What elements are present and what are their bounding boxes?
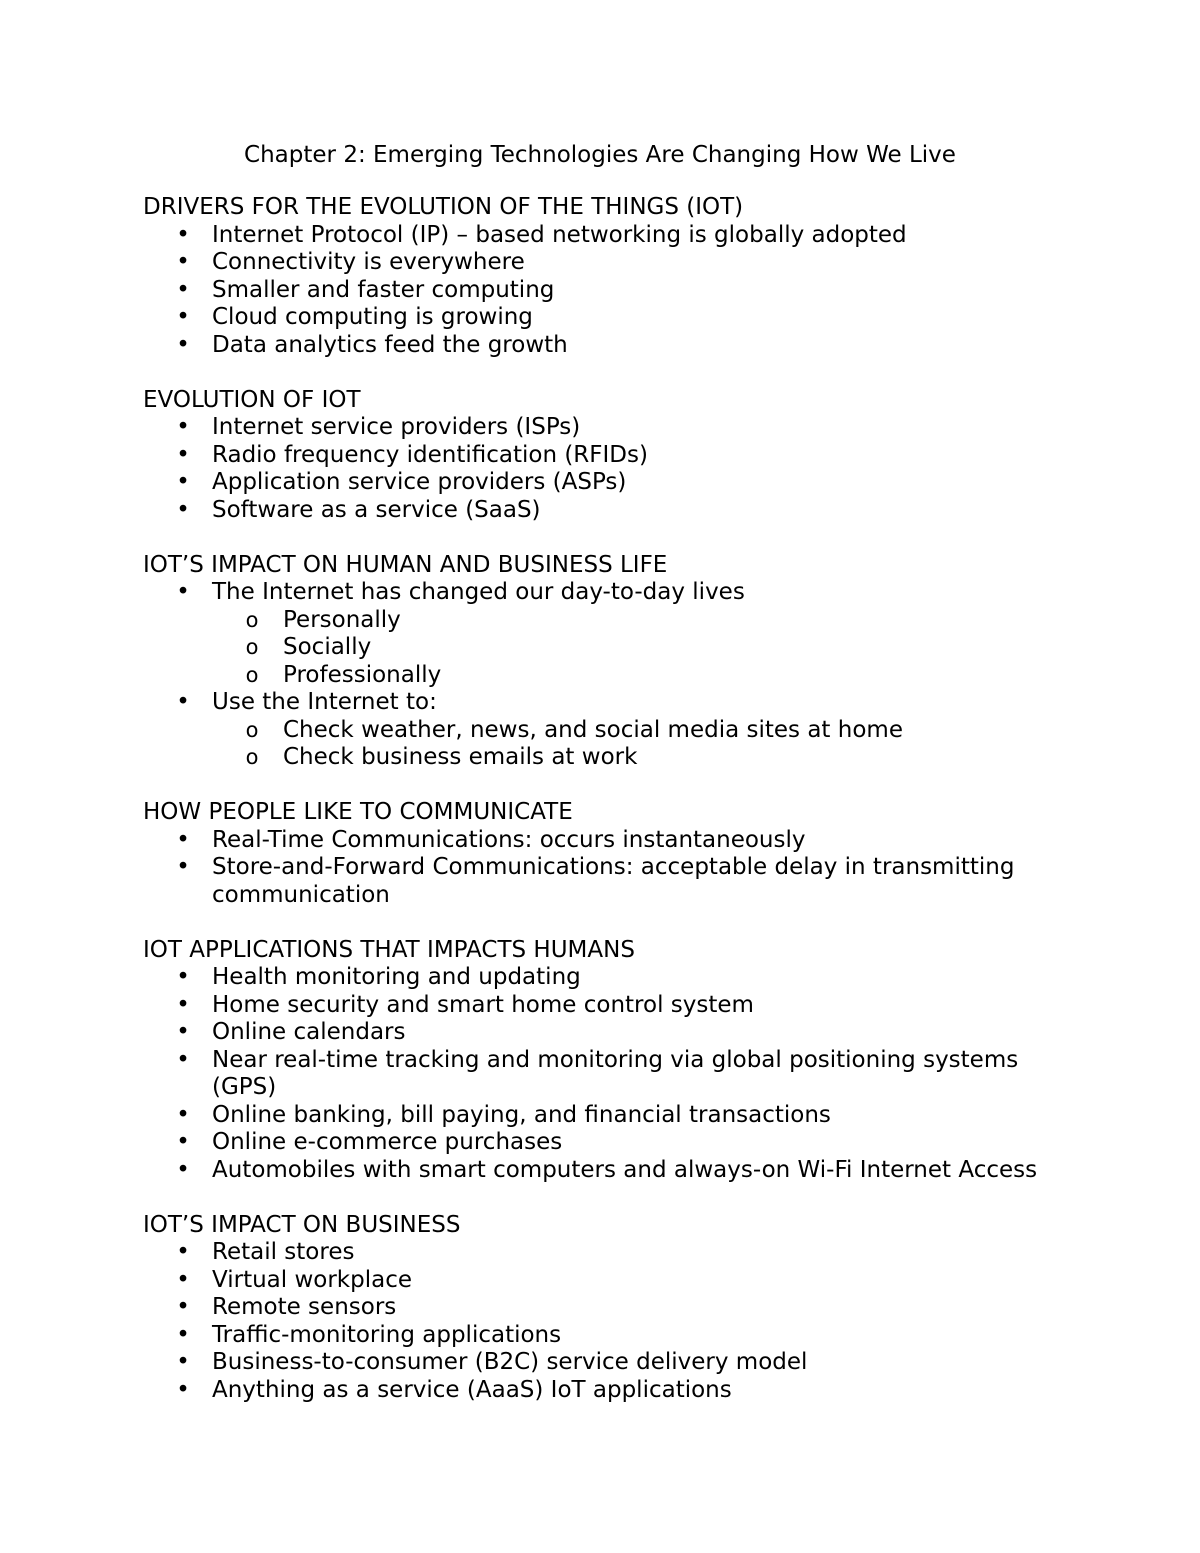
list-item-text: Software as a service (SaaS) (212, 496, 541, 523)
list-item-text: Near real-time tracking and monitoring via global positioning systems (GPS) (212, 1046, 1019, 1100)
list-item (143, 964, 1073, 992)
sub-list-item (212, 744, 1073, 772)
list-item (143, 277, 1073, 305)
list-item (143, 1377, 1073, 1405)
bullet-icon: • (176, 579, 190, 605)
list-item-text: Traffic-monitoring applications (212, 1321, 562, 1348)
bullet-icon: • (176, 276, 190, 303)
list-item (143, 1294, 1073, 1322)
list-item-text: Online calendars (212, 1019, 406, 1045)
list-item-text: Connectivity is everywhere (212, 249, 525, 275)
list-item (143, 1322, 1073, 1350)
bullet-list (143, 222, 1073, 360)
bullet-list (143, 964, 1073, 1184)
bullet-icon: • (176, 1156, 190, 1183)
sub-bullet-list (212, 607, 1073, 690)
list-item-text: Cloud computing is growing (212, 304, 533, 330)
list-item-text: Remote sensors (212, 1294, 397, 1320)
sub-list-item-text: Personally (283, 606, 401, 633)
list-item (143, 1047, 1073, 1102)
sub-list-item (212, 607, 1073, 635)
bullet-icon: • (176, 1046, 190, 1073)
list-item-text: Use the Internet to: (212, 689, 437, 715)
circle-bullet-icon: o (245, 635, 259, 659)
list-item (143, 442, 1073, 470)
bullet-icon: • (176, 826, 190, 853)
list-item-text: Business-to-consumer (B2C) service delivery model (212, 1349, 808, 1375)
sub-list-item-text: Socially (283, 634, 372, 660)
list-item (143, 689, 1073, 772)
bullet-icon: • (176, 221, 190, 248)
sub-bullet-list (212, 717, 1073, 772)
circle-bullet-icon: o (245, 662, 259, 687)
list-item-text: Health monitoring and updating (212, 964, 581, 990)
list-item-text: Virtual workplace (212, 1266, 413, 1293)
bullet-icon: • (176, 1129, 190, 1155)
bullet-icon: • (176, 249, 190, 275)
bullet-icon: • (176, 441, 190, 468)
bullet-icon: • (176, 1321, 190, 1348)
list-item-text: Home security and smart home control system (212, 991, 754, 1018)
list-item-text: The Internet has changed our day-to-day lives (212, 579, 745, 605)
bullet-list (143, 414, 1073, 524)
bullet-icon: • (176, 1376, 190, 1403)
sub-list-item-text: Professionally (283, 661, 442, 688)
section (143, 552, 1073, 772)
circle-bullet-icon: o (245, 745, 259, 769)
list-item (143, 222, 1073, 250)
list-item (143, 854, 1073, 909)
section-heading: IOT APPLICATIONS THAT IMPACTS HUMANS (143, 936, 635, 963)
list-item-text: Internet Protocol (IP) – based networking is globally adopted (212, 221, 907, 248)
bullet-icon: • (176, 689, 190, 715)
bullet-icon: • (176, 1239, 190, 1265)
bullet-list (143, 827, 1073, 910)
bullet-icon: • (176, 1349, 190, 1375)
section (143, 799, 1073, 909)
sub-list-item (212, 662, 1073, 690)
sub-list-item-text: Check weather, news, and social media sites at home (283, 716, 903, 743)
bullet-list (143, 1239, 1073, 1404)
bullet-icon: • (176, 1101, 190, 1128)
sub-list-item-text: Check business emails at work (283, 744, 638, 770)
list-item (143, 497, 1073, 525)
bullet-icon: • (176, 991, 190, 1018)
sub-list-item (212, 634, 1073, 662)
document-body (143, 194, 1073, 1432)
list-item (143, 579, 1073, 689)
list-item-text: Internet service providers (ISPs) (212, 414, 581, 440)
list-item-text: Automobiles with smart computers and always-on Wi-Fi Internet Access (212, 1156, 1038, 1183)
list-item-text: Anything as a service (AaaS) IoT applications (212, 1376, 732, 1403)
list-item (143, 414, 1073, 442)
list-item-text: Data analytics feed the growth (212, 331, 568, 358)
list-item (143, 1239, 1073, 1267)
bullet-icon: • (176, 469, 190, 495)
list-item-text: Online banking, bill paying, and financial transactions (212, 1101, 831, 1128)
bullet-icon: • (176, 304, 190, 330)
bullet-list (143, 579, 1073, 772)
list-item (143, 827, 1073, 855)
list-item (143, 1129, 1073, 1157)
list-item-text: Retail stores (212, 1239, 355, 1265)
section (143, 387, 1073, 525)
list-item (143, 249, 1073, 277)
list-item (143, 1102, 1073, 1130)
list-item-text: Real-Time Communications: occurs instantaneously (212, 826, 806, 853)
circle-bullet-icon: o (245, 717, 259, 742)
list-item-text: Application service providers (ASPs) (212, 469, 627, 495)
section-heading: IOT’S IMPACT ON HUMAN AND BUSINESS LIFE (143, 551, 668, 578)
page-title: Chapter 2: Emerging Technologies Are Changing How We Live (244, 142, 956, 168)
list-item (143, 1019, 1073, 1047)
section (143, 937, 1073, 1185)
list-item (143, 992, 1073, 1020)
list-item (143, 332, 1073, 360)
section-heading: IOT’S IMPACT ON BUSINESS (143, 1211, 461, 1238)
section-heading: DRIVERS FOR THE EVOLUTION OF THE THINGS (IOT) (143, 194, 744, 220)
list-item (143, 1157, 1073, 1185)
list-item (143, 304, 1073, 332)
list-item (143, 1267, 1073, 1295)
list-item (143, 469, 1073, 497)
section (143, 194, 1073, 359)
bullet-icon: • (176, 496, 190, 523)
bullet-icon: • (176, 1266, 190, 1293)
section (143, 1212, 1073, 1405)
circle-bullet-icon: o (245, 607, 259, 632)
list-item-text: Radio frequency identification (RFIDs) (212, 441, 648, 468)
list-item-text: Smaller and faster computing (212, 276, 555, 303)
list-item (143, 1349, 1073, 1377)
bullet-icon: • (176, 1294, 190, 1320)
sub-list-item (212, 717, 1073, 745)
section-heading: EVOLUTION OF IOT (143, 386, 361, 413)
bullet-icon: • (176, 331, 190, 358)
list-item-text: Store-and-Forward Communications: acceptable delay in transmitting communication (212, 854, 1015, 908)
section-heading: HOW PEOPLE LIKE TO COMMUNICATE (143, 799, 573, 825)
bullet-icon: • (176, 964, 190, 990)
bullet-icon: • (176, 854, 190, 880)
list-item-text: Online e-commerce purchases (212, 1129, 563, 1155)
bullet-icon: • (176, 1019, 190, 1045)
bullet-icon: • (176, 414, 190, 440)
